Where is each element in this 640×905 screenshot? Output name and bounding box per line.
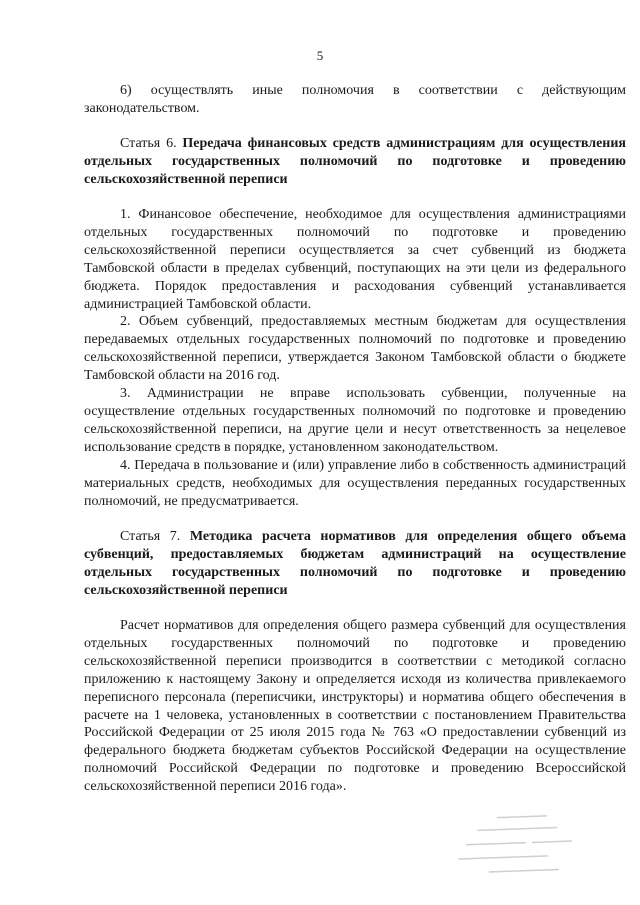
article-7-title: Методика расчета нормативов для определения общего объема субвенций, предоставляемых бюджетам администраций на осуществление отдельных государственных полномочий по подготовке и проведению сельскохозяйственной переписи [84,529,627,598]
article-7-paragraph-1: Расчет нормативов для определения общего размера субвенций для осуществления отдельных государственных полномочий по подготовке и проведению сельскохозяйственной переписи производится в соответствии с методикой согласно приложению к настоящему Закону и определяется исходя из количества привлекаемого переписного персонала (переписчики, инструкторы) и норматива общего обеспечения в расчете на 1 человека, установленных в соответствии с постановлением Правительства Российской Федерации от 25 июля 2015 года № 763 «О предоставлении субвенций из федерального бюджета бюджетам субъектов Российской Федерации на осуществление полномочий Российской Федерации по подготовке и проведению Всероссийской сельскохозяйственной переписи 2016 года». [84,618,626,795]
stamp-dots-graphic [457,810,589,884]
page-number: 5 [316,48,324,63]
article-6-title: Передача финансовых средств администрациям для осуществления отдельных государственных полномочий по подготовке и проведению сельскохозяйственной переписи [84,136,627,187]
article-6-paragraph-4: 4. Передача в пользование и (или) управление либо в собственность администраций материальных средств, необходимых для осуществления переданных государственных полномочий, не предусматривается. [84,457,626,509]
faint-stamp-mark [457,810,589,884]
item-6-paragraph: 6) осуществлять иные полномочия в соответствии с действующим законодательством. [84,83,626,116]
article-6-heading [84,135,626,189]
article-6-label: Статья 6. [120,136,177,151]
article-7-label: Статья 7. [120,529,181,544]
article-6-paragraph-3: 3. Администрации не вправе использовать субвенции, полученные на осуществление отдельных государственных полномочий по подготовке и проведению сельскохозяйственной переписи, на другие цели и несут ответственность за нецелевое использование средств в порядке, установленном законодательством. [84,386,626,455]
article-7-heading [84,528,626,600]
article-6-body [84,206,626,510]
article-6-paragraph-2: 2. Объем субвенций, предоставляемых местным бюджетам для осуществления передаваемых отдельных государственных полномочий по подготовке и проведению сельскохозяйственной переписи, утверждается Законом Тамбовской области о бюджете Тамбовской области на 2016 год. [84,314,626,384]
article-6-paragraph-1: 1. Финансовое обеспечение, необходимое для осуществления администрациями отдельных государственных полномочий по подготовке и проведению сельскохозяйственной переписи осуществляется за счет субвенций из бюджета Тамбовской области в пределах субвенций, поступающих на эти цели из федерального бюджета. Порядок предоставления и расходования субвенций устанавливается администрацией Тамбовской области. [84,207,626,312]
